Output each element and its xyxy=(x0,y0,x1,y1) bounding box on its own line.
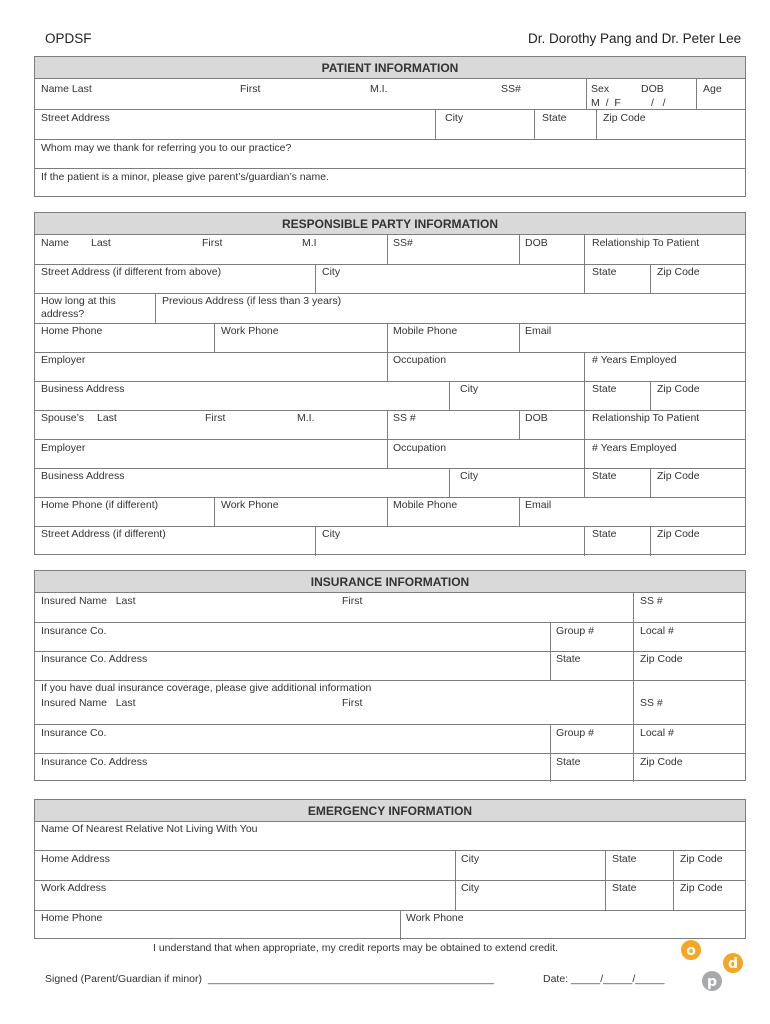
group-number-2-label: Group # xyxy=(556,727,594,739)
patient-mi-label: M.I. xyxy=(370,83,388,95)
emergency-home-address-label: Home Address xyxy=(41,853,110,865)
patient-referral-label: Whom may we thank for referring you to our practice? xyxy=(41,142,292,154)
practice-logo-icon xyxy=(678,938,748,994)
patient-dob-field[interactable]: / / xyxy=(651,97,666,109)
rp-city-label: City xyxy=(322,266,341,278)
rp-mobile-phone-label: Mobile Phone xyxy=(393,325,458,337)
local-number-label: Local # xyxy=(640,625,674,637)
spouse-street-address-label: Street Address (if different) xyxy=(41,528,166,540)
spouse-business-state-label: State xyxy=(592,470,617,482)
rp-mi-label: M.I xyxy=(302,237,317,249)
spouse-business-zip-label: Zip Code xyxy=(657,470,700,482)
patient-minor-guardian-label: If the patient is a minor, please give parent’s/guardian’s name. xyxy=(41,171,329,183)
rp-previous-address-label: Previous Address (if less than 3 years) xyxy=(162,295,342,307)
rp-first-label: First xyxy=(202,237,223,249)
emergency-work-state-label: State xyxy=(612,882,637,894)
rp-name-label: Name xyxy=(41,237,70,249)
rp-street-different-label: Street Address (if different from above) xyxy=(41,266,222,278)
patient-age-label: Age xyxy=(703,83,722,95)
patient-city-label: City xyxy=(445,112,464,124)
emergency-work-address-label: Work Address xyxy=(41,882,107,894)
patient-sex-options[interactable]: M / F xyxy=(591,97,621,109)
spouse-dob-label: DOB xyxy=(525,412,548,424)
spouse-zip-label: Zip Code xyxy=(657,528,700,540)
form-code: OPDSF xyxy=(45,31,92,46)
spouse-mi-label: M.I. xyxy=(297,412,315,424)
spouse-occupation-label: Occupation xyxy=(393,442,447,454)
spouse-business-city-label: City xyxy=(460,470,479,482)
emergency-information-section xyxy=(34,799,746,939)
insured-ss-label: SS # xyxy=(640,595,663,607)
insured-first-2-label: First xyxy=(342,697,363,709)
patient-information-title: PATIENT INFORMATION xyxy=(35,57,745,79)
rp-business-address-label: Business Address xyxy=(41,383,125,395)
rp-years-employed-label: # Years Employed xyxy=(592,354,677,366)
signature-line[interactable]: Signed (Parent/Guardian if minor) _________________________________________________ xyxy=(45,973,494,985)
emergency-home-state-label: State xyxy=(612,853,637,865)
insured-ss-2-label: SS # xyxy=(640,697,663,709)
rp-ss-label: SS# xyxy=(393,237,413,249)
emergency-home-phone-label: Home Phone xyxy=(41,912,103,924)
rp-last-label: Last xyxy=(91,237,111,249)
spouse-relationship-label: Relationship To Patient xyxy=(592,412,700,424)
emergency-home-city-label: City xyxy=(461,853,480,865)
emergency-home-zip-label: Zip Code xyxy=(680,853,723,865)
nearest-relative-label: Name Of Nearest Relative Not Living With You xyxy=(41,823,258,835)
rp-employer-label: Employer xyxy=(41,354,86,366)
group-number-label: Group # xyxy=(556,625,594,637)
dual-coverage-label: If you have dual insurance coverage, please give additional information xyxy=(41,682,372,694)
logo-letter-p: p xyxy=(706,974,718,990)
spouse-ss-label: SS # xyxy=(393,412,416,424)
rp-business-state-label: State xyxy=(592,383,617,395)
local-number-2-label: Local # xyxy=(640,727,674,739)
patient-sex-label: Sex xyxy=(591,83,610,95)
rp-how-long-label: How long at this address? xyxy=(41,295,116,320)
patient-information-section xyxy=(34,56,746,197)
patient-ss-label: SS# xyxy=(501,83,521,95)
patient-street-address-label: Street Address xyxy=(41,112,110,124)
spouse-email-label: Email xyxy=(525,499,552,511)
spouse-city-label: City xyxy=(322,528,341,540)
spouse-state-label: State xyxy=(592,528,617,540)
insurance-co-label: Insurance Co. xyxy=(41,625,107,637)
spouse-home-phone-label: Home Phone (if different) xyxy=(41,499,159,511)
credit-consent-text: I understand that when appropriate, my credit reports may be obtained to extend credit. xyxy=(153,942,559,954)
insurance-co-address-2-label: Insurance Co. Address xyxy=(41,756,148,768)
insurance-zip-2-label: Zip Code xyxy=(640,756,683,768)
spouse-work-phone-label: Work Phone xyxy=(221,499,279,511)
patient-name-last-label: Name Last xyxy=(41,83,92,95)
rp-business-city-label: City xyxy=(460,383,479,395)
emergency-work-zip-label: Zip Code xyxy=(680,882,723,894)
patient-dob-label: DOB xyxy=(641,83,664,95)
insurance-information-title: INSURANCE INFORMATION xyxy=(35,571,745,593)
doctors-names: Dr. Dorothy Pang and Dr. Peter Lee xyxy=(528,31,742,46)
patient-state-label: State xyxy=(542,112,567,124)
spouse-mobile-phone-label: Mobile Phone xyxy=(393,499,458,511)
spouse-label: Spouse’s xyxy=(41,412,85,424)
insured-name-label: Insured Name Last xyxy=(41,595,136,607)
rp-zip-label: Zip Code xyxy=(657,266,700,278)
insured-name-2-label: Insured Name Last xyxy=(41,697,136,709)
emergency-information-title: EMERGENCY INFORMATION xyxy=(35,800,745,822)
spouse-years-employed-label: # Years Employed xyxy=(592,442,677,454)
rp-occupation-label: Occupation xyxy=(393,354,447,366)
spouse-first-label: First xyxy=(205,412,226,424)
emergency-work-city-label: City xyxy=(461,882,480,894)
insurance-co-address-label: Insurance Co. Address xyxy=(41,653,148,665)
logo-letter-d: d xyxy=(727,956,739,972)
patient-first-label: First xyxy=(240,83,261,95)
insurance-state-label: State xyxy=(556,653,581,665)
rp-state-label: State xyxy=(592,266,617,278)
spouse-business-address-label: Business Address xyxy=(41,470,125,482)
rp-dob-label: DOB xyxy=(525,237,548,249)
insurance-information-section xyxy=(34,570,746,781)
spouse-last-label: Last xyxy=(97,412,117,424)
rp-home-phone-label: Home Phone xyxy=(41,325,103,337)
responsible-party-section xyxy=(34,212,746,555)
emergency-work-phone-label: Work Phone xyxy=(406,912,464,924)
responsible-party-title: RESPONSIBLE PARTY INFORMATION xyxy=(35,213,745,235)
spouse-employer-label: Employer xyxy=(41,442,86,454)
rp-work-phone-label: Work Phone xyxy=(221,325,279,337)
insured-first-label: First xyxy=(342,595,363,607)
logo-letter-o: o xyxy=(686,943,696,959)
insurance-zip-label: Zip Code xyxy=(640,653,683,665)
date-line[interactable]: Date: _____/_____/_____ xyxy=(543,973,665,985)
rp-business-zip-label: Zip Code xyxy=(657,383,700,395)
rp-email-label: Email xyxy=(525,325,552,337)
rp-relationship-label: Relationship To Patient xyxy=(592,237,700,249)
insurance-state-2-label: State xyxy=(556,756,581,768)
insurance-co-2-label: Insurance Co. xyxy=(41,727,107,739)
patient-zip-label: Zip Code xyxy=(603,112,646,124)
